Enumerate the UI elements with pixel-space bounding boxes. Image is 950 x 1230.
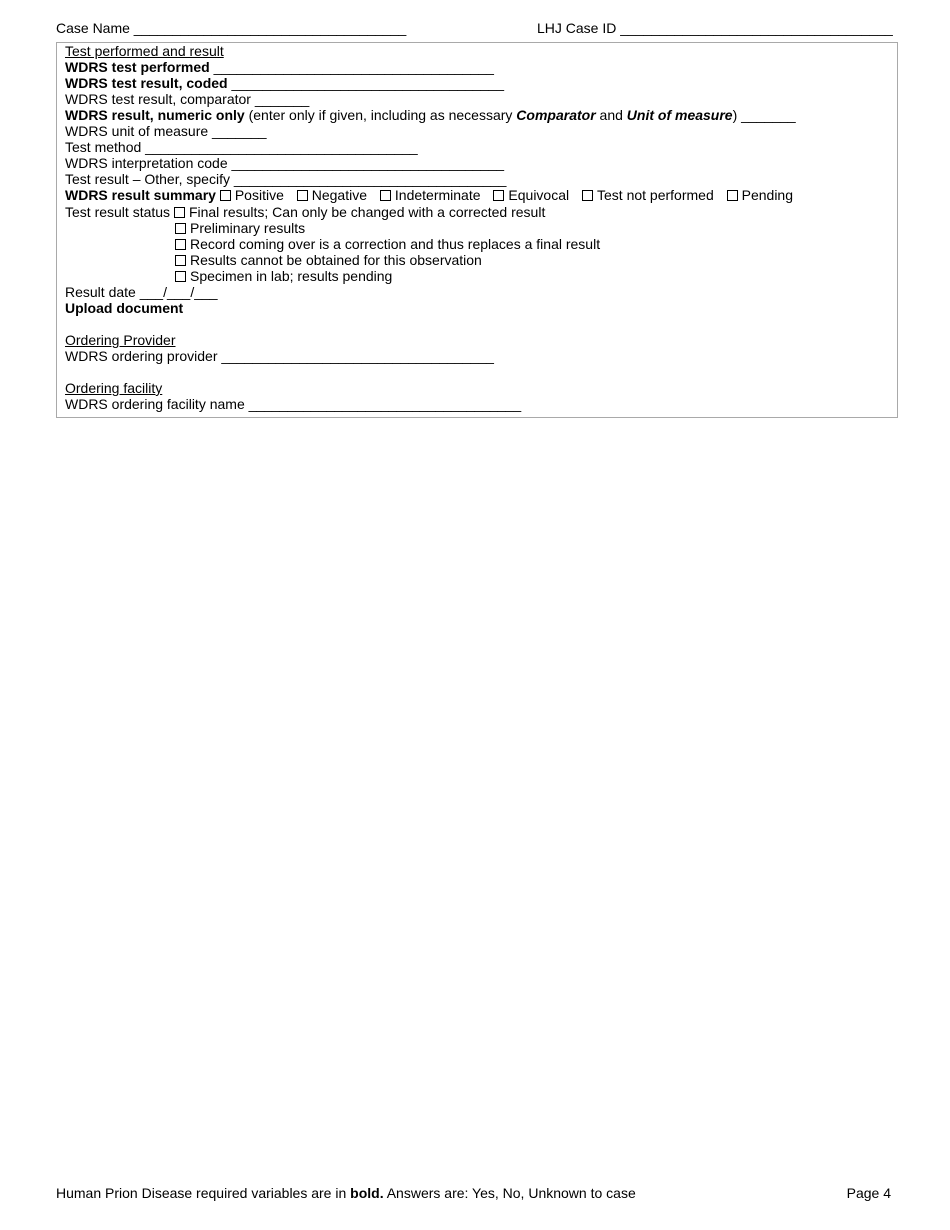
footer-text: Human Prion Disease required variables are in xyxy=(56,1185,351,1201)
case-name-field[interactable]: Case Name ___________________________________ xyxy=(56,20,407,36)
test-result-coded-row xyxy=(65,75,504,91)
option-label: Negative xyxy=(311,187,368,203)
numeric-result-note: (enter only if given, including as necessary xyxy=(244,107,517,123)
option-label: Positive xyxy=(234,187,284,203)
summary-option-indeterminate[interactable] xyxy=(380,187,481,203)
checkbox[interactable] xyxy=(380,190,391,201)
comparator-field[interactable]: WDRS test result, comparator _______ xyxy=(65,91,310,107)
numeric-result-row xyxy=(65,107,796,123)
page-number: Page 4 xyxy=(846,1185,891,1201)
option-label: Final results; Can only be changed with a corrected result xyxy=(188,204,546,220)
footer-note xyxy=(56,1185,636,1201)
summary-option-pending[interactable] xyxy=(727,187,793,203)
status-option-cannot-obtain[interactable] xyxy=(175,252,482,268)
checkbox[interactable] xyxy=(220,190,231,201)
checkbox[interactable] xyxy=(175,271,186,282)
upload-document-link[interactable]: Upload document xyxy=(65,300,184,316)
numeric-result-label: WDRS result, numeric only xyxy=(65,107,245,123)
checkbox[interactable] xyxy=(493,190,504,201)
comparator-term: Comparator xyxy=(516,107,596,123)
result-date-field[interactable]: Result date ___/___/___ xyxy=(65,284,218,300)
page-footer xyxy=(56,1185,894,1201)
option-label: Results cannot be obtained for this observation xyxy=(190,252,482,268)
option-label: Specimen in lab; results pending xyxy=(190,268,393,284)
summary-option-not-performed[interactable] xyxy=(582,187,714,203)
checkbox[interactable] xyxy=(297,190,308,201)
test-performed-input[interactable]: ____________________________________ xyxy=(209,59,494,75)
summary-option-equivocal[interactable] xyxy=(493,187,569,203)
result-status-row xyxy=(65,204,545,220)
status-option-final[interactable] xyxy=(174,204,545,220)
ordering-facility-title: Ordering facility xyxy=(65,380,163,396)
status-option-preliminary[interactable] xyxy=(175,220,305,236)
test-performed-label: WDRS test performed xyxy=(65,59,210,75)
test-result-coded-input[interactable]: ___________________________________ xyxy=(227,75,504,91)
option-label: Record coming over is a correction and thus replaces a final result xyxy=(190,236,601,252)
checkbox[interactable] xyxy=(174,207,185,218)
result-summary-row xyxy=(65,187,802,203)
option-label: Test not performed xyxy=(597,187,714,203)
footer-answers: Answers are: Yes, No, Unknown to case xyxy=(383,1185,636,1201)
summary-option-negative[interactable] xyxy=(297,187,367,203)
unit-term: Unit of measure xyxy=(626,107,733,123)
option-label: Indeterminate xyxy=(394,187,481,203)
checkbox[interactable] xyxy=(582,190,593,201)
result-summary-label: WDRS result summary xyxy=(65,187,216,203)
checkbox[interactable] xyxy=(727,190,738,201)
ordering-provider-title: Ordering Provider xyxy=(65,332,176,348)
test-method-field[interactable]: Test method ___________________________________ xyxy=(65,139,418,155)
option-label: Equivocal xyxy=(508,187,570,203)
status-option-correction[interactable] xyxy=(175,236,600,252)
option-label: Preliminary results xyxy=(190,220,306,236)
section-title: Test performed and result xyxy=(65,43,224,59)
footer-bold-word: bold. xyxy=(350,1185,384,1201)
checkbox[interactable] xyxy=(175,223,186,234)
test-performed-row xyxy=(65,59,494,75)
interpretation-code-field[interactable]: WDRS interpretation code ___________________________________ xyxy=(65,155,505,171)
numeric-result-input[interactable]: ) _______ xyxy=(732,107,796,123)
ordering-facility-field[interactable]: WDRS ordering facility name ___________________________________ xyxy=(65,396,522,412)
option-label: Pending xyxy=(741,187,794,203)
checkbox[interactable] xyxy=(175,255,186,266)
ordering-provider-field[interactable]: WDRS ordering provider ___________________________________ xyxy=(65,348,494,364)
checkbox[interactable] xyxy=(175,239,186,250)
numeric-and-text: and xyxy=(595,107,627,123)
page-header xyxy=(56,20,894,40)
unit-of-measure-field[interactable]: WDRS unit of measure _______ xyxy=(65,123,267,139)
result-status-label: Test result status xyxy=(65,204,171,220)
status-option-pending[interactable] xyxy=(175,268,392,284)
result-other-field[interactable]: Test result – Other, specify ___________________________________ xyxy=(65,171,507,187)
lhj-case-id-field[interactable]: LHJ Case ID ___________________________________ xyxy=(537,20,893,36)
test-result-coded-label: WDRS test result, coded xyxy=(65,75,228,91)
summary-option-positive[interactable] xyxy=(220,187,284,203)
